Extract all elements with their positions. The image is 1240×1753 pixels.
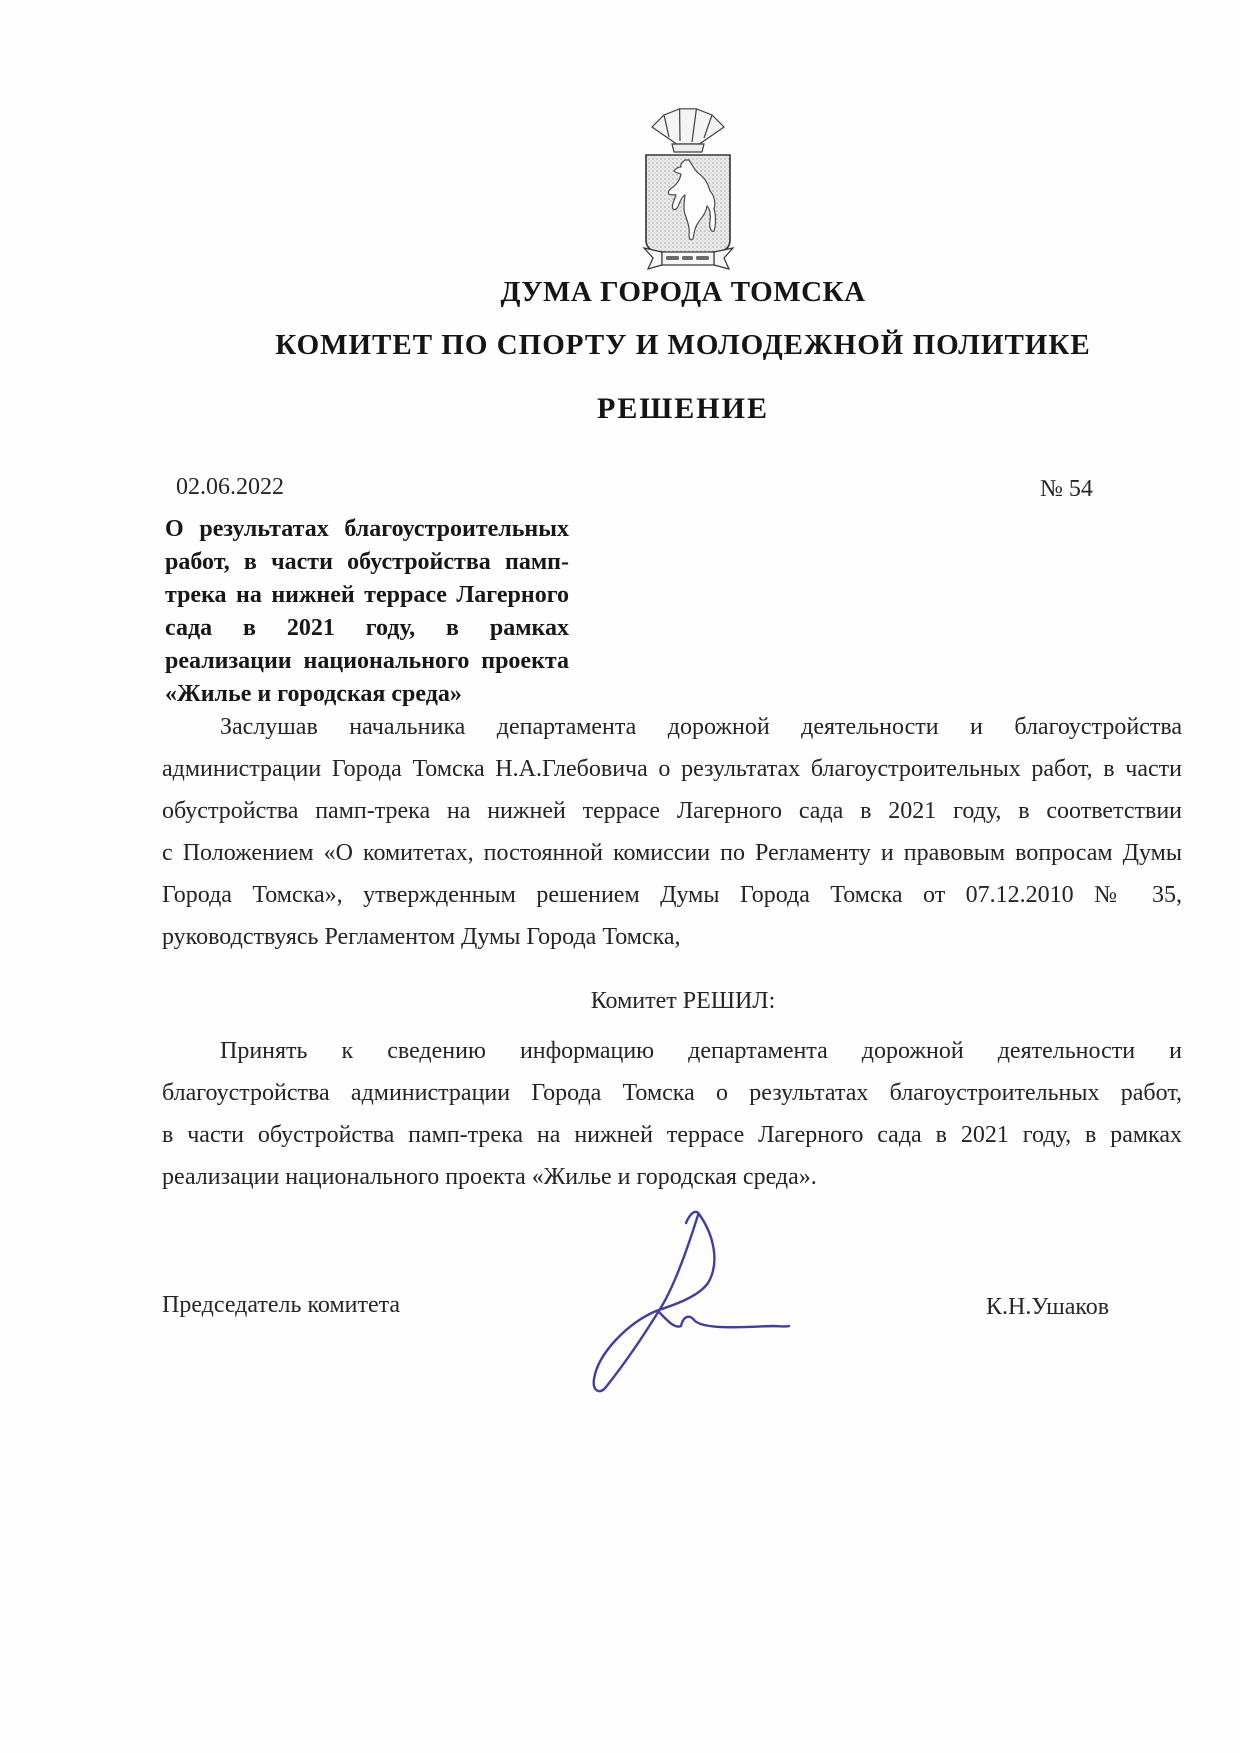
document-type-title: РЕШЕНИЕ	[597, 392, 769, 425]
paragraph-line: руководствуясь Регламентом Думы Города Томска,	[162, 924, 681, 950]
subject-line: О результатах благоустроительных	[165, 516, 569, 542]
paragraph-line: в части обустройства памп-трека на нижней террасе Лагерного сада в 2021 году, в рамках	[162, 1122, 1182, 1148]
paragraph-line: реализации национального проекта «Жилье и городская среда».	[162, 1164, 817, 1190]
signer-name: К.Н.Ушаков	[986, 1294, 1110, 1320]
paragraph-line: обустройства памп-трека на нижней террасе Лагерного сада в 2021 году, в соответствии	[162, 798, 1182, 824]
paragraph-line: Принять к сведению информацию департамента дорожной деятельности и	[220, 1038, 1182, 1064]
document-number: № 54	[1040, 476, 1093, 502]
subject-block	[165, 513, 569, 711]
signer-position-label: Председатель комитета	[162, 1292, 401, 1318]
subject-line: трека на нижней террасе Лагерного	[165, 582, 569, 608]
paragraph-line: Заслушав начальника департамента дорожной деятельности и благоустройства	[220, 714, 1182, 740]
preamble-paragraph	[162, 706, 1182, 958]
resolution-heading: Комитет РЕШИЛ:	[590, 988, 776, 1014]
subject-line: работ, в части обустройства памп-	[165, 549, 569, 575]
subject-line: «Жилье и городская среда»	[165, 681, 462, 707]
paragraph-line: с Положением «О комитетах, постоянной комиссии по Регламенту и правовым вопросам Думы	[162, 840, 1182, 866]
subject-line: реализации национального проекта	[165, 648, 569, 674]
document-date: 02.06.2022	[176, 474, 284, 500]
handwritten-signature	[548, 1205, 808, 1400]
organization-title: ДУМА ГОРОДА ТОМСКА	[500, 276, 866, 308]
resolution-paragraph	[162, 1030, 1182, 1198]
paragraph-line: Города Томска», утвержденным решением Думы Города Томска от 07.12.2010 № 35,	[162, 882, 1182, 908]
subject-line: сада в 2021 году, в рамках	[165, 615, 569, 641]
paragraph-line: администрации Города Томска Н.А.Глебовича о результатах благоустроительных работ, в части	[162, 756, 1182, 782]
crown-shape	[652, 109, 724, 152]
paragraph-line: благоустройства администрации Города Томска о результатах благоустроительных работ,	[162, 1080, 1182, 1106]
tomsk-coat-of-arms-icon	[636, 102, 741, 271]
committee-title: КОМИТЕТ ПО СПОРТУ И МОЛОДЕЖНОЙ ПОЛИТИКЕ	[275, 329, 1091, 361]
